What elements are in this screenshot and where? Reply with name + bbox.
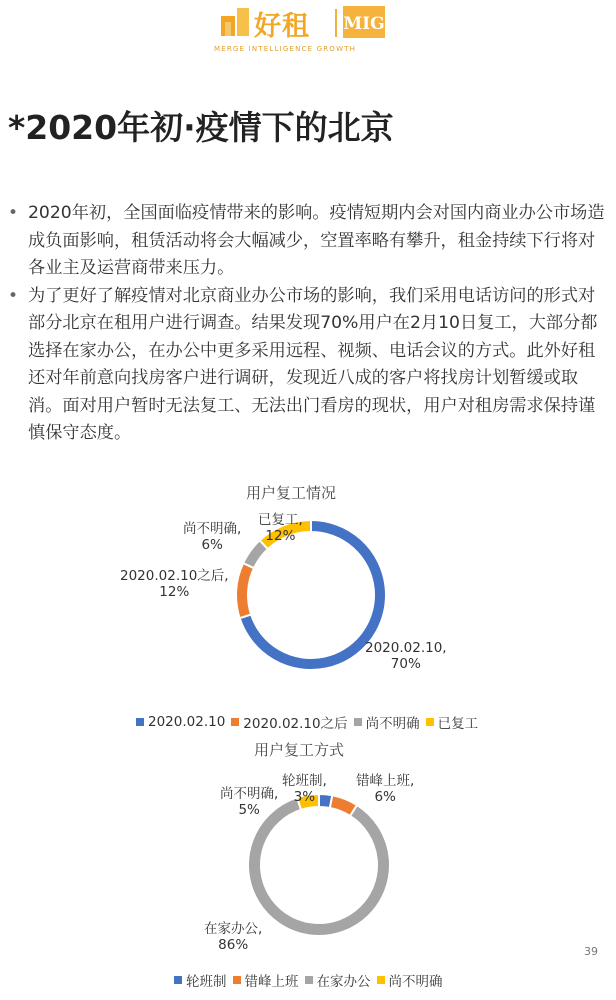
bullet-dot: • [8, 203, 19, 223]
chart1-label-resumed: 已复工, 12% [258, 512, 303, 544]
legend-item: 在家办公 [305, 970, 371, 990]
legend-swatch [174, 976, 182, 984]
chart1-label-0210: 2020.02.10, 70% [365, 640, 447, 672]
chart2-label-unclear: 尚不明确, 5% [220, 786, 279, 818]
chart1-label-after: 2020.02.10之后, 12% [120, 568, 229, 600]
mig-logo-text: MIG [343, 14, 385, 34]
legend-item: 尚不明确 [354, 712, 420, 732]
brand-tagline: MERGE INTELLIGENCE GROWTH [214, 45, 357, 53]
page-title: *2020年初·疫情下的北京 [8, 108, 394, 147]
legend-swatch [305, 976, 313, 984]
legend-item: 2020.02.10之后 [231, 712, 347, 732]
legend-swatch [377, 976, 385, 984]
chart2-label-stagger: 错峰上班, 6% [356, 773, 415, 805]
chart2-label-home: 在家办公, 86% [204, 921, 263, 953]
chart2-slice-2 [248, 797, 390, 936]
chart1-title: 用户复工情况 [246, 484, 337, 502]
legend-item: 轮班制 [174, 970, 227, 990]
bullet-dot: • [8, 285, 19, 306]
legend-item: 2020.02.10 [136, 714, 225, 730]
legend-item: 错峰上班 [233, 970, 299, 990]
chart1-label-unclear: 尚不明确, 6% [183, 521, 242, 553]
legend-swatch [233, 976, 241, 984]
chart2-legend [174, 970, 449, 990]
chart2-title: 用户复工方式 [254, 741, 345, 759]
bullet-text: 2020年初，全国面临疫情带来的影响。疫情短期内会对国内商业办公市场造成负面影响，租赁活动将会大幅减少，空置率略有攀升，租金持续下行将对各业主及运营商带来压力。 [28, 203, 605, 278]
legend-item: 已复工 [426, 712, 479, 732]
bullet-text: 为了更好了解疫情对北京商业办公市场的影响，我们采用电话访问的形式对部分北京在租用户进行调查。结果发现70%用户在2月10日复工，大部分都选择在家办公，在办公中更多采用远程、视频、电话会议的方式。此外好租还对年前意向找房客户进行调研，发现近八成的客户将找房计划暂缓或取消。面对用户暂时无法复工、无法出门看房的现状，用户对租房需求保持谨慎保守态度。 [28, 285, 598, 443]
legend-item: 尚不明确 [377, 970, 443, 990]
chart2-label-shift: 轮班制, 3% [282, 773, 327, 805]
page-number: 39 [584, 945, 598, 958]
brand-name: 好租 [254, 11, 310, 42]
